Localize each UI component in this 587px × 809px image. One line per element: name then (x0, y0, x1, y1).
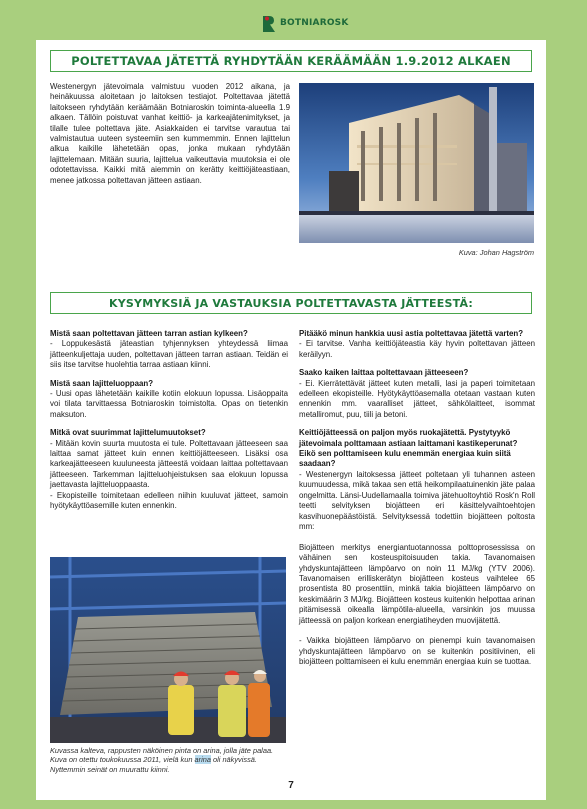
qa-item (299, 368, 535, 420)
answer: - Mitään kovin suurta muutosta ei tule. Poltettavaan jätteeseen saa laittaa samat jätteet kuin ennen keittiöjätteeseen. Lisäksi osa karkeajätteeseen kuuluneesta jätteestä voidaan laittaa poltettavaan jätteeseen. Tarkemman lajitteluohjeistuksen saa elokuun lopussa jaettavasta lajitteluoppaasta. - Ekopisteille toimitetaan edelleen niihin kuuluvat jätteet, samoin hyötykäyttöasemille kuten ennenkin. (50, 438, 288, 511)
logo-mark-icon (260, 13, 278, 33)
question: Mitkä ovat suurimmat lajittelumuutokset? (50, 428, 206, 438)
page-number: 7 (288, 780, 294, 791)
caption-text: oli näkyvissä. Nyttemmin seinät on muurattu kiinni. (50, 755, 257, 774)
answer: - Westenergyn laitoksessa jätteet poltetaan yli tuhannen asteen kuumuudessa, mikä takaa sen että heikompilaatuinenkin jäte palaa ongelmitta. Länsi-Uudellamaalla toimiva jätehuoltoyhtiö Rosk'n Roll teetti selvityksen biojätteen eri käsittelyvaihtoehtojen kasvihuonepäästöistä. Selvityksessä todettiin biojätteen poltosta mm: Biojätteen merkitys energiantuotannossa polttoprosessissa on vähäinen sen kosteuspitoisuuden takia. Tavanomaisen yhdyskuntajätteen lämpöarvo on noin 11 MJ/kg (YTV 2006). Tavanomaisen erilliskerätyn biojätteen kosteus vaihtelee 65 prosentista 80 prosenttiin, minkä takia biojätteen lämpöarvo on keskimäärin 3 MJ/kg. Biojätteen kosteus kuitenkin helpottaa arinan pitämisessä oikealla lämpötila-alueella, varsinkin jos muussa jätteessä on paljon korkean energiatiheyden muovijätettä. - Vaikka biojätteen lämpöarvo on pienempi kuin tavanomaisen yhdyskuntajätteen lämpöarvo on se kuitenkin positiivinen, eli biojätteen polttamiseen ei kulu enemmän energiaa kuin se tuottaa. (299, 469, 535, 667)
logo-text: BOTNIAROSK (280, 18, 349, 28)
caption-highlight: arina (194, 755, 211, 765)
caption-text: Kuvassa kalteva, rappusten näköinen pinta on arina, jolla jäte palaa. Kuva on otettu toukokuussa 2011, vielä kun (50, 746, 274, 765)
qa-item (50, 428, 288, 511)
article1-photo-caption: Kuva: Johan Hagström (458, 248, 534, 257)
article2-photo-caption (50, 746, 286, 774)
answer: - Uusi opas lähetetään kaikille kotiin elokuun lopussa. Lisäoppaita voi tilata tarvittaessa Botniaroskin toimistolta. Opas on tietenkin maksuton. (50, 389, 288, 419)
question: Pitääkö minun hankkia uusi astia poltettavaa jätettä varten? (299, 329, 524, 338)
article1-body: Westenergyn jätevoimala valmistuu vuoden 2012 aikana, ja heinäkuussa aloitetaan jo laitoksen testiajot. Poltettavaa jätettä laitokseen ryhdytään keräämään Botniaroskin toiminta-alueella 1.9 alkaen. Tällöin poistuvat vanhat keittiö- ja karkeajätenimitykset, ja tilalle tulee poltettava jäte. Asiakkaiden ei tarvitse varautua tai valmistautua uuteen systeemiin sen kummemmin. Ennen lajittelun alkua kaikille lähetetään opas, jonka mukaan ryhdytään lajittelemaan. Mitään suuria, lajittelua vaikeuttavia muutoksia ei ole odotettavissa. Kaikki mitä aiemmin on kerätty keittiöjäteastiaan, menee jatkossa poltettavan jätteen astiaan. (50, 82, 290, 185)
qa-item (50, 329, 288, 371)
question: Saako kaiken laittaa poltettavaan jätteeseen? (299, 368, 469, 378)
botniarosk-logo (260, 12, 349, 34)
question: Mistä saan lajitteluoppaan? (50, 378, 154, 388)
page (36, 18, 546, 800)
incinerator-image (50, 557, 286, 743)
question: Keittiöjätteessä on paljon myös ruokajätettä. Pystytyykö jätevoimala polttamaan astiaan laittamani kastikeperunat? Eikö sen polttamiseen kulu enemmän energiaa kuin siitä saadaan? (299, 428, 518, 469)
incinerator-grate-photo (50, 557, 286, 743)
qa-right-column (299, 329, 535, 676)
qa-item (50, 379, 288, 421)
qa-item (299, 329, 535, 360)
article1-heading: POLTETTAVAA JÄTETTÄ RYHDYTÄÄN KERÄÄMÄÄN 1.9.2012 ALKAEN (50, 50, 532, 72)
power-plant-image (299, 83, 534, 243)
question: Mistä saan poltettavan jätteen tarran astian kylkeen? (50, 329, 248, 338)
qa-left-column (50, 329, 288, 520)
qa-item (299, 428, 535, 667)
answer: - Ei. Kierrätettävät jätteet kuten metalli, lasi ja paperi toimitetaan edelleen ekopisteille. Hyötykäyttöasemalla otetaan vastaan kuten ennenkin mm. vaaralliset jätteet, sähkölaitteet, isommat metalliromut, puu, tiili ja betoni. (299, 378, 535, 419)
answer: - Loppukesästä jäteastian tyhjennyksen yhteydessä liimaa jätteenkuljettaja uuden, poltettavan jätteen tarran astiaan. Teidän ei siis itse tarvitse huolehtia tarraa astiaan kiinni. (50, 339, 288, 370)
article2-heading: KYSYMYKSIÄ JA VASTAUKSIA POLTETTAVASTA JÄTTEESTÄ: (50, 292, 532, 314)
power-plant-photo (299, 83, 534, 243)
answer: - Ei tarvitse. Vanha keittiöjäteastia käy hyvin poltettavan jätteen keräilyyn. (299, 339, 535, 359)
